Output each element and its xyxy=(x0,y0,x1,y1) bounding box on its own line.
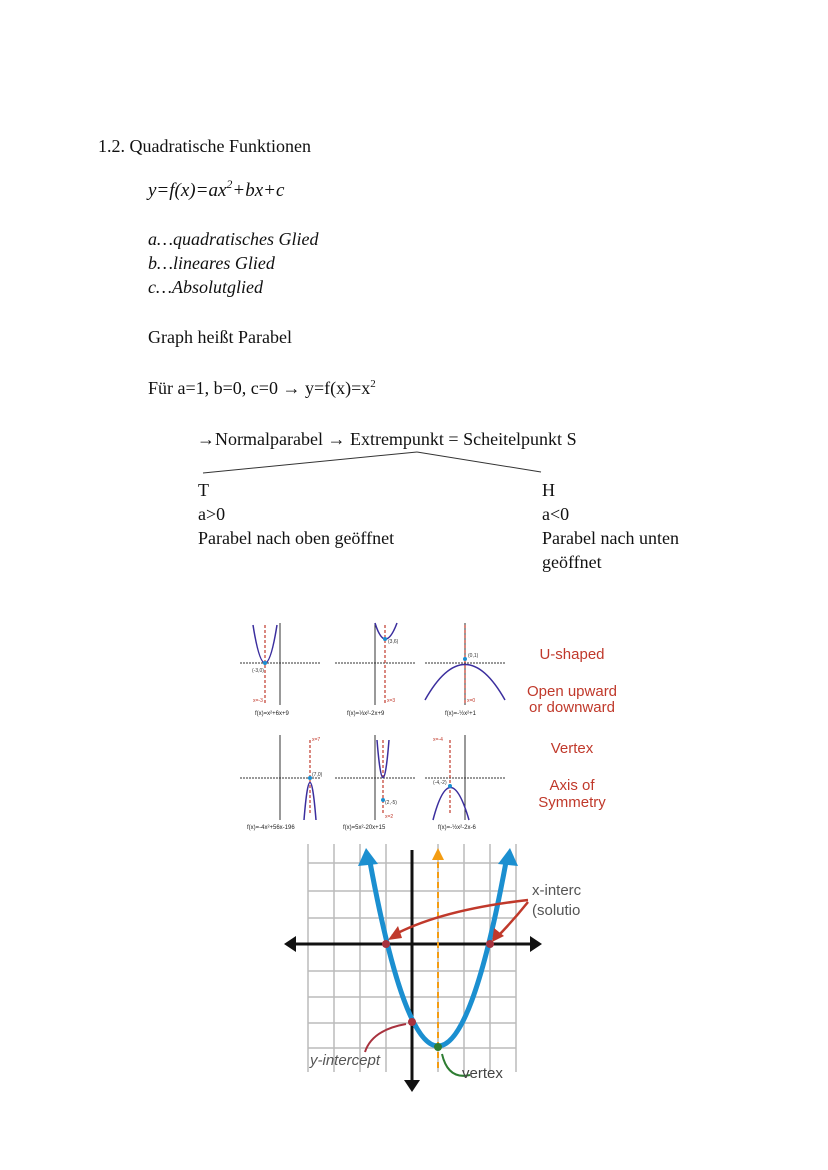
left-cond: a>0 xyxy=(198,504,226,524)
axis-label-3: x=0 xyxy=(467,698,476,704)
parabola-6 xyxy=(433,788,469,821)
label-vertex: Vertex xyxy=(550,740,594,757)
general-formula: $y=f(x)=ax^2+bx+c$ xyxy=(148,177,285,201)
normal-parabola-line: →Normalparabel → Extrempunkt = Scheitelpunkt S xyxy=(197,429,577,449)
axis-label-4: x=7 xyxy=(312,737,321,743)
label-axis-1: Axis of xyxy=(549,777,595,794)
vertex-dot-1 xyxy=(263,661,267,665)
section-heading: 1.2. Quadratische Funktionen xyxy=(98,136,311,156)
axis-label-6: x=-4 xyxy=(433,737,443,743)
y-intercept-label: y-intercept xyxy=(310,1052,381,1069)
x-intercept-arrowhead-left xyxy=(388,926,402,940)
right-letter: H xyxy=(542,480,555,500)
branch-lines xyxy=(0,0,828,500)
x-axis-arrow-right xyxy=(530,936,542,952)
vertex-dot-3 xyxy=(463,657,467,661)
parabola-arrow-left xyxy=(358,848,378,866)
term-b: b…lineares Glied xyxy=(148,253,275,273)
y-intercept-point xyxy=(408,1018,416,1026)
vertex-label-1: (-3,0) xyxy=(252,668,264,674)
vertex-label: vertex xyxy=(462,1065,503,1082)
axis-label-2: x=3 xyxy=(387,698,396,704)
label-u-shaped: U-shaped xyxy=(539,646,605,663)
parabola-arrow-right xyxy=(498,848,518,866)
function-label-3: f(x)=-½x²+1 xyxy=(445,711,477,717)
label-open-2: or downward xyxy=(529,699,615,716)
vertex-label-3: (0,1) xyxy=(468,653,479,659)
x-intercepts-label-2: (solutio xyxy=(532,902,581,919)
parabola-intercepts-figure xyxy=(280,840,625,1095)
label-open-1: Open upward xyxy=(526,683,618,700)
function-label-2: f(x)=⅓x²-2x+9 xyxy=(347,711,385,717)
branch-line-right xyxy=(417,452,541,472)
x-axis-arrow-left xyxy=(284,936,296,952)
term-c: c…Absolutglied xyxy=(148,277,263,297)
right-desc-2: geöffnet xyxy=(542,552,602,572)
vertex-label-4: (7,0) xyxy=(312,772,323,778)
graph-name: Graph heißt Parabel xyxy=(148,327,292,347)
branch-line-left xyxy=(203,452,417,473)
x-intercept-arrow-right xyxy=(496,902,528,938)
vertex-point xyxy=(434,1043,442,1051)
function-label-4: f(x)=-4x²+56x-196 xyxy=(247,825,295,831)
parabola-2 xyxy=(375,623,397,639)
symmetry-axis-arrow xyxy=(432,848,444,860)
left-desc: Parabel nach oben geöffnet xyxy=(198,528,395,548)
function-label-6: f(x)=-½x²-2x-6 xyxy=(438,825,476,831)
axis-label-5: x=2 xyxy=(385,814,394,820)
function-label-5: f(x)=5x²-20x+15 xyxy=(343,825,386,831)
vertex-label-5: (2,-5) xyxy=(385,800,397,806)
label-axis-2: Symmetry xyxy=(538,794,606,811)
right-desc-1: Parabel nach unten xyxy=(542,528,679,548)
vertex-label-2: (3,6) xyxy=(388,639,399,645)
term-a: a…quadratisches Glied xyxy=(148,229,319,249)
x-intercepts-label-1: x-interc xyxy=(532,882,582,899)
axis-label-1: x=-3 xyxy=(253,698,263,704)
left-letter: T xyxy=(198,480,209,500)
y-axis-arrow-down xyxy=(404,1080,420,1092)
example-line: Für a=1, b=0, $c=0 \to y=f(x)=x^2$ xyxy=(148,378,376,398)
function-label-1: f(x)=x²+6x+9 xyxy=(255,711,289,717)
right-cond: a<0 xyxy=(542,504,570,524)
parabola-examples-figure xyxy=(235,615,635,835)
vertex-label-6: (-4,-2) xyxy=(433,780,447,786)
x-intercept-left xyxy=(382,940,390,948)
vertex-dot-2 xyxy=(383,637,387,641)
vertex-dot-6 xyxy=(448,784,452,788)
